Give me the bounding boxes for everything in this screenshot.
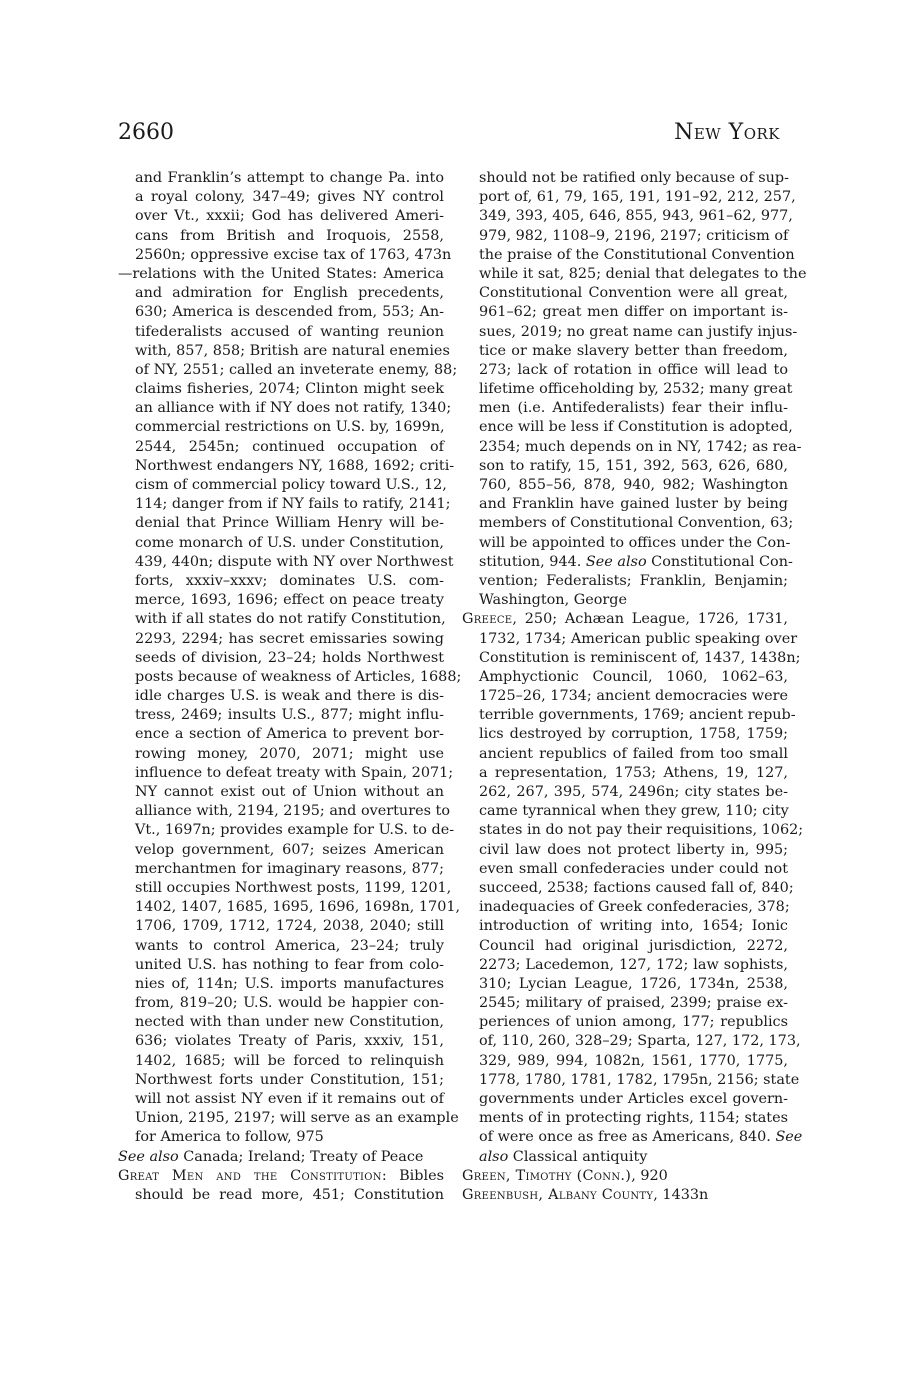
- index-column-left: [118, 169, 462, 1205]
- index-line: 1402, 1685; will be forced to relinquish: [135, 1052, 444, 1069]
- index-line: Council had original jurisdiction, 2272,: [479, 937, 788, 954]
- index-line: nies of, 114n; U.S. imports manufactures: [135, 975, 444, 992]
- index-line: Great Men and the Constitution: Bibles: [118, 1167, 444, 1184]
- index-line: 114; danger from if NY fails to ratify, 2141;: [135, 496, 451, 513]
- index-line: 2354; much depends on in NY, 1742; as rea-: [479, 438, 802, 455]
- index-line: Amphyctionic Council, 1060, 1062–63,: [479, 668, 788, 685]
- index-line: wants to control America, 23–24; truly: [135, 937, 444, 954]
- index-line: denial that Prince William Henry will be-: [135, 515, 444, 532]
- index-line: posts because of weakness of Articles, 1688;: [135, 668, 462, 685]
- index-line: also Classical antiquity: [479, 1148, 648, 1165]
- index-line: terrible governments, 1769; ancient repub-: [479, 707, 796, 724]
- index-line: an alliance with if NY does not ratify, 1340;: [135, 400, 452, 417]
- index-line: Northwest forts under Constitution, 151;: [135, 1071, 444, 1088]
- index-line: Green, Timothy (Conn.), 920: [462, 1167, 668, 1184]
- index-line: and admiration for English precedents,: [135, 285, 444, 302]
- index-line: inadequacies of Greek confederacies, 378;: [479, 899, 790, 916]
- index-line: while it sat, 825; denial that delegates to the: [479, 265, 807, 282]
- index-column-right: [462, 169, 807, 1205]
- index-line: 961–62; great men differ on important is-: [479, 304, 788, 321]
- index-line: 1402, 1407, 1685, 1695, 1696, 1698n, 1701,: [135, 899, 461, 916]
- index-line: still occupies Northwest posts, 1199, 1201,: [135, 879, 452, 896]
- index-line: should not be ratified only because of sup-: [479, 170, 789, 186]
- index-line: men (i.e. Antifederalists) fear their influ-: [479, 400, 788, 417]
- index-line: 262, 267, 395, 574, 2496n; city states be-: [479, 784, 788, 800]
- index-line: nected with than under new Constitution,: [135, 1014, 444, 1031]
- index-line: of, 110, 260, 328–29; Sparta, 127, 172, 173,: [479, 1033, 801, 1050]
- index-line: 636; violates Treaty of Paris, xxxiv, 151,: [135, 1033, 444, 1050]
- index-line: ence will be less if Constitution is adopted,: [479, 419, 793, 436]
- index-line: of NY, 2551; called an inveterate enemy, 88;: [135, 361, 458, 378]
- index-line: alliance with, 2194, 2195; and overtures to: [135, 803, 450, 820]
- index-line: the praise of the Constitutional Convention: [479, 246, 795, 263]
- index-line: port of, 61, 79, 165, 191, 191–92, 212, 257,: [479, 189, 796, 206]
- index-line: tress, 2469; insults U.S., 877; might influ-: [135, 707, 444, 724]
- index-line: 2545; military of praised, 2399; praise ex-: [479, 995, 788, 1012]
- index-line: over Vt., xxxii; God has delivered Ameri-: [135, 208, 444, 225]
- index-line: 329, 989, 994, 1082n, 1561, 1770, 1775,: [479, 1052, 788, 1069]
- index-line: commercial restrictions on U.S. by, 1699n,: [135, 419, 445, 436]
- index-line: civil law does not protect liberty in, 995;: [479, 841, 788, 858]
- index-line: came tyrannical when they grew, 110; city: [479, 803, 789, 820]
- index-line: 2544, 2545n; continued occupation of: [135, 438, 444, 455]
- index-line: tifederalists accused of wanting reunion: [135, 323, 444, 340]
- index-line: 1706, 1709, 1712, 1724, 2038, 2040; still: [135, 918, 444, 935]
- index-line: cans from British and Iroquois, 2558,: [135, 227, 444, 244]
- index-line: for America to follow, 975: [135, 1129, 324, 1146]
- index-line: united U.S. has nothing to fear from colo-: [135, 956, 444, 973]
- index-line: Vt., 1697n; provides example for U.S. to de-: [135, 822, 455, 839]
- index-line: 2273; Lacedemon, 127, 172; law sophists,: [479, 956, 788, 973]
- index-line: tice or make slavery better than freedom,: [479, 342, 788, 359]
- index-line: 273; lack of rotation in office will lead to: [479, 361, 788, 378]
- index-line: introduction of writing into, 1654; Ionic: [479, 918, 788, 935]
- page-number: 2660: [118, 120, 174, 145]
- index-line: Union, 2195, 2197; will serve as an example: [135, 1110, 459, 1127]
- index-line: seeds of division, 23–24; holds Northwest: [135, 649, 444, 666]
- index-line: sues, 2019; no great name can justify injus-: [479, 323, 798, 340]
- index-line: vention; Federalists; Franklin, Benjamin;: [479, 572, 788, 589]
- index-line: Greenbush, Albany County, 1433n: [462, 1186, 709, 1203]
- index-line: members of Constitutional Convention, 63;: [479, 515, 794, 532]
- index-line: with if all states do not ratify Constitution,: [135, 611, 446, 628]
- index-line: NY cannot exist out of Union without an: [135, 784, 444, 800]
- index-line: a royal colony, 347–49; gives NY control: [135, 189, 444, 206]
- index-line: succeed, 2538; factions caused fall of, 840;: [479, 879, 794, 896]
- index-line: with, 857, 858; British are natural enemies: [135, 342, 450, 359]
- index-line: idle charges U.S. is weak and there is dis-: [135, 688, 444, 705]
- index-line: 1732, 1734; American public speaking over: [479, 630, 798, 647]
- index-line: stitution, 944. See also Constitutional Con-: [479, 553, 793, 570]
- index-line: See also Canada; Ireland; Treaty of Peace: [118, 1148, 424, 1165]
- index-line: —relations with the United States: America: [118, 265, 444, 282]
- index-line: Washington, George: [479, 592, 628, 609]
- index-line: merce, 1693, 1696; effect on peace treaty: [135, 592, 444, 609]
- index-line: velop government, 607; seizes American: [135, 841, 444, 858]
- index-line: 439, 440n; dispute with NY over Northwest: [135, 553, 454, 570]
- index-line: 1725–26, 1734; ancient democracies were: [479, 688, 788, 705]
- index-line: 349, 393, 405, 646, 855, 943, 961–62, 977,: [479, 208, 793, 225]
- index-line: even small confederacies under could not: [479, 860, 788, 877]
- index-line: cism of commercial policy toward U.S., 12,: [135, 477, 447, 493]
- index-line: from, 819–20; U.S. would be happier con-: [135, 995, 444, 1012]
- index-line: claims fisheries, 2074; Clinton might seek: [135, 381, 444, 398]
- index-line: 760, 855–56, 878, 940, 982; Washington: [479, 477, 788, 493]
- index-line: and Franklin’s attempt to change Pa. into: [135, 170, 444, 186]
- index-line: states in do not pay their requisitions, 1062;: [479, 822, 804, 839]
- index-line: 630; America is descended from, 553; An-: [135, 304, 444, 321]
- index-line: of were once as free as Americans, 840. See: [479, 1129, 803, 1146]
- index-line: ancient republics of failed from too small: [479, 745, 788, 762]
- index-line: ence a section of America to prevent bor-: [135, 726, 444, 743]
- index-line: lics destroyed by corruption, 1758, 1759;: [479, 726, 788, 743]
- index-line: merchantmen for imaginary reasons, 877;: [135, 860, 444, 877]
- index-line: governments under Articles excel govern-: [479, 1091, 788, 1107]
- index-line: 310; Lycian League, 1726, 1734n, 2538,: [479, 975, 788, 992]
- index-line: Constitutional Convention were all great,: [479, 285, 788, 302]
- index-line: Northwest endangers NY, 1688, 1692; criti-: [135, 457, 455, 474]
- index-line: will not assist NY even if it remains out of: [135, 1091, 444, 1107]
- index-line: forts, xxxiv–xxxv; dominates U.S. com-: [135, 572, 444, 589]
- running-head: New York: [674, 120, 780, 145]
- index-line: a representation, 1753; Athens, 19, 127,: [479, 764, 788, 781]
- index-line: and Franklin have gained luster by being: [479, 496, 788, 513]
- index-line: 2293, 2294; has secret emissaries sowing: [135, 630, 444, 647]
- index-line: rowing money, 2070, 2071; might use: [135, 745, 444, 762]
- index-line: periences of union among, 177; republics: [479, 1014, 788, 1031]
- index-line: should be read more, 451; Constitution: [135, 1186, 444, 1203]
- page-header: [118, 120, 780, 156]
- index-line: influence to defeat treaty with Spain, 2071;: [135, 764, 454, 781]
- index-line: come monarch of U.S. under Constitution,: [135, 534, 444, 551]
- index-line: son to ratify, 15, 151, 392, 563, 626, 680,: [479, 457, 788, 474]
- index-line: Greece, 250; Achæan League, 1726, 1731,: [462, 611, 788, 628]
- index-line: will be appointed to offices under the Con-: [479, 534, 791, 551]
- index-line: ments of in protecting rights, 1154; states: [479, 1110, 788, 1127]
- index-line: 2560n; oppressive excise tax of 1763, 473n: [135, 246, 452, 263]
- index-line: lifetime officeholding by, 2532; many great: [479, 381, 793, 398]
- index-line: 1778, 1780, 1781, 1782, 1795n, 2156; state: [479, 1071, 800, 1088]
- index-line: Constitution is reminiscent of, 1437, 1438n;: [479, 649, 801, 666]
- index-line: 979, 982, 1108–9, 2196, 2197; criticism of: [479, 227, 789, 244]
